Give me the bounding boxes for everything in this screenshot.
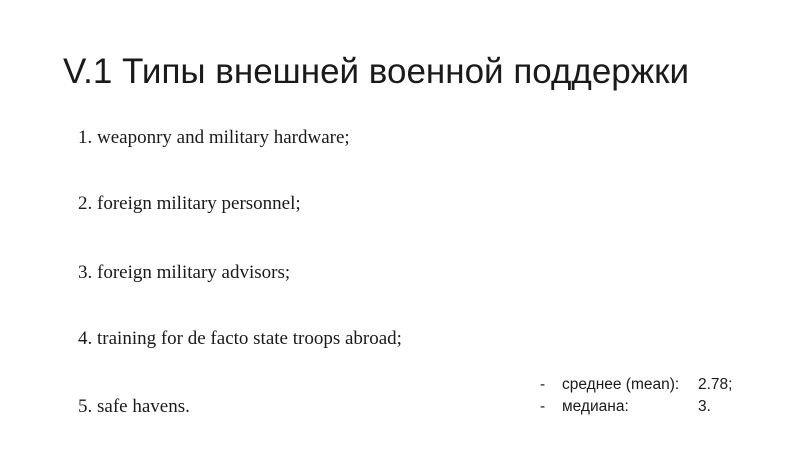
slide-title: V.1 Типы внешней военной поддержки <box>63 52 690 91</box>
list-item: 1. weaponry and military hardware; <box>78 127 350 148</box>
bullet-dash: - <box>540 398 546 415</box>
list-item: 4. training for de facto state troops abroad; <box>78 328 402 349</box>
stat-value-median: 3. <box>698 398 711 415</box>
list-item: 2. foreign military personnel; <box>78 193 301 214</box>
list-item: 5. safe havens. <box>78 396 190 417</box>
stat-label-median: медиана: <box>562 398 629 415</box>
bullet-dash: - <box>540 376 546 393</box>
stat-value-mean: 2.78; <box>698 376 733 393</box>
stat-label-mean: среднее (mean): <box>562 376 680 393</box>
list-item: 3. foreign military advisors; <box>78 262 291 283</box>
